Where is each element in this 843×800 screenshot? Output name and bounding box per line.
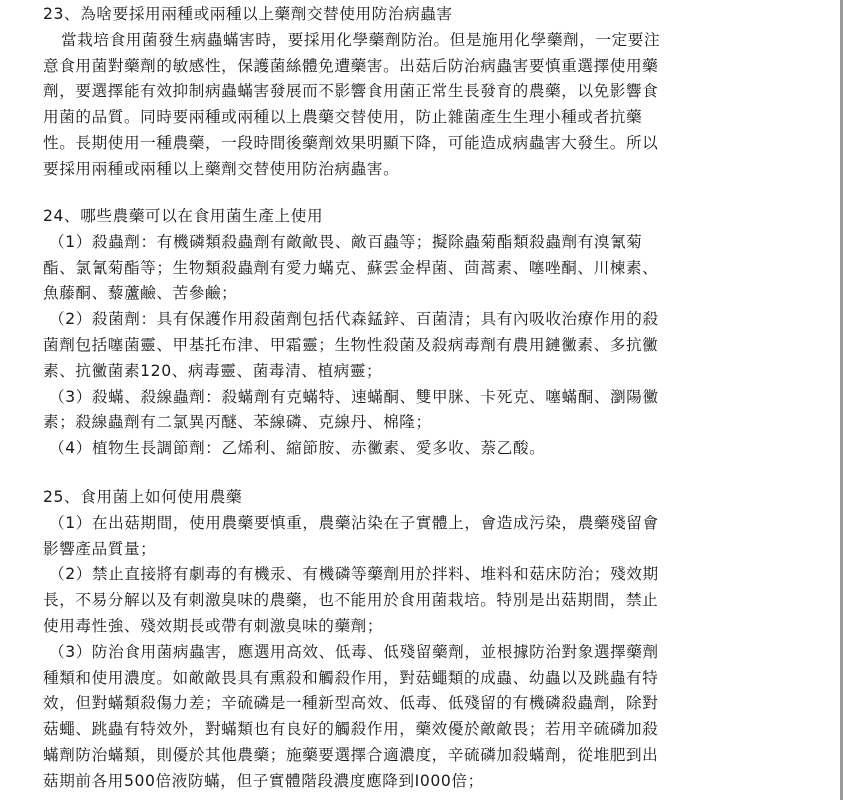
- section-25: [43, 485, 799, 795]
- list-item-line: 影響產品質量；: [43, 539, 157, 558]
- list-item-line: （4）植物生長調節劑：乙烯利、縮節胺、赤黴素、愛多收、萘乙酸。: [49, 439, 546, 458]
- paragraph-line: 當栽培食用菌發生病蟲蟎害時，要採用化學藥劑防治。但是施用化學藥劑，一定要注: [61, 30, 661, 49]
- section-24: [43, 204, 799, 462]
- list-item-line: 長，不易分解以及有刺激臭味的農藥，也不能用於食用菌栽培。特別是出菇期間，禁止: [43, 591, 659, 610]
- section-heading: 24、哪些農藥可以在食用菌生產上使用: [43, 207, 324, 225]
- list-item-line: 種類和使用濃度。如敵敵畏具有熏殺和觸殺作用，對菇蠅類的成蟲、幼蟲以及跳蟲有特: [43, 668, 659, 687]
- list-item-line: 素、抗黴菌素120、病毒靈、菌毒清、植病靈；: [43, 361, 383, 380]
- section-heading: 23、為啥要採用兩種或兩種以上藥劑交替使用防治病蟲害: [43, 5, 453, 23]
- paragraph-line: 意食用菌對藥劑的敏感性，保護菌絲體免遭藥害。出菇后防治病蟲害要慎重選擇使用藥: [43, 56, 659, 75]
- list-item-line: 酯、氯氰菊酯等；生物類殺蟲劑有愛力蟎克、蘇雲金桿菌、茴蒿素、噻唑酮、川楝素、: [43, 258, 659, 277]
- section-heading: 25、食用菌上如何使用農藥: [43, 488, 243, 506]
- list-item-line: 使用毒性強、殘效期長或帶有刺激臭味的藥劑；: [43, 616, 384, 635]
- paragraph-line: 性。長期使用一種農藥，一段時間後藥劑效果明顯下降，可能造成病蟲害大發生。所以: [43, 133, 659, 152]
- paragraph-line: 要採用兩種或兩種以上藥劑交替使用防治病蟲害。: [43, 159, 400, 178]
- list-item-line: （3）殺蟎、殺線蟲劑：殺蟎劑有克蟎特、速蟎酮、雙甲脒、卡死克、噻蟎酮、瀏陽黴: [49, 387, 659, 406]
- list-item-line: （2）禁止直接將有劇毒的有機汞、有機磷等藥劑用於拌料、堆料和菇床防治；殘效期: [49, 565, 659, 584]
- list-item-line: 菇蠅、跳蟲有特效外，對蟎類也有良好的觸殺作用，藥效優於敵敵畏；若用辛硫磷加殺: [43, 720, 659, 739]
- section-23: [43, 2, 799, 183]
- list-item-line: （2）殺菌劑：具有保護作用殺菌劑包括代森錳鋅、百菌清；具有內吸收治療作用的殺: [49, 310, 659, 329]
- list-item-line: 菇期前各用500倍液防蟎，但子實體階段濃度應降到I000倍；: [43, 771, 484, 790]
- list-item-line: 蟎劑防治蟎類，則優於其他農藥；施藥要選擇合適濃度，辛硫磷加殺蟎劑，從堆肥到出: [43, 745, 659, 764]
- list-item-line: （1）在出菇期間，使用農藥要慎重，農藥沾染在子實體上，會造成污染，農藥殘留會: [49, 513, 659, 532]
- paragraph-line: 用菌的品質。同時要兩種或兩種以上農藥交替使用，防止雜菌產生生理小種或者抗藥: [43, 108, 643, 127]
- list-item-line: 菌劑包括噻菌靈、甲基托布津、甲霜靈；生物性殺菌及殺病毒劑有農用鏈黴素、多抗黴: [43, 335, 659, 354]
- list-item-line: 魚藤酮、藜蘆鹼、苦參鹼；: [43, 284, 238, 303]
- list-item-line: （3）防治食用菌病蟲害，應選用高效、低毒、低殘留藥劑，並根據防治對象選擇藥劑: [49, 642, 659, 661]
- paragraph-line: 劑，要選擇能有效抑制病蟲蟎害發展而不影響食用菌正常生長發育的農藥，以免影響食: [43, 82, 659, 101]
- list-item-line: （1）殺蟲劑：有機磷類殺蟲劑有敵敵畏、敵百蟲等；擬除蟲菊酯類殺蟲劑有溴氰菊: [49, 232, 643, 251]
- list-item-line: 素；殺線蟲劑有二氯異丙醚、苯線磷、克線丹、棉隆；: [43, 413, 432, 432]
- list-item-line: 效，但對蟎類殺傷力差；辛硫磷是一種新型高效、低毒、低殘留的有機磷殺蟲劑，除對: [43, 694, 659, 713]
